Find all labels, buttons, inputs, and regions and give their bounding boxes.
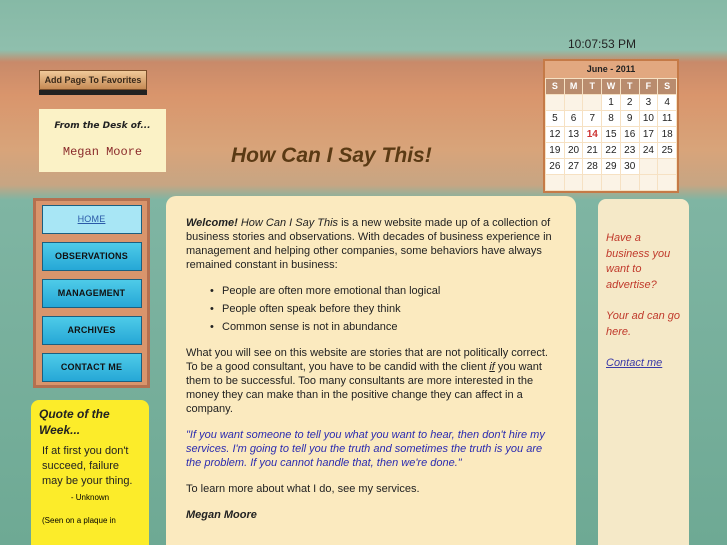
- calendar-date[interactable]: 27: [565, 159, 583, 174]
- calendar-date: [583, 175, 601, 190]
- quote-title: Quote of the Week...: [39, 407, 110, 437]
- ad-box: [598, 199, 689, 545]
- calendar-title: June - 2011: [545, 61, 677, 78]
- list-item: • Common sense is not in abundance: [210, 320, 556, 334]
- calendar-date[interactable]: 19: [546, 143, 564, 158]
- quote-body: If at first you don't succeed, failure may be your thing.: [42, 445, 133, 487]
- calendar-date[interactable]: 17: [640, 127, 658, 142]
- calendar-date[interactable]: 21: [583, 143, 601, 158]
- calendar-date[interactable]: 30: [621, 159, 639, 174]
- calendar-day-header: W: [602, 79, 620, 94]
- calendar-date: [546, 95, 564, 110]
- calendar-date[interactable]: 22: [602, 143, 620, 158]
- calendar-date: [565, 175, 583, 190]
- calendar-date[interactable]: 18: [658, 127, 676, 142]
- ad-contact-link[interactable]: Contact me: [606, 357, 663, 369]
- calendar-date[interactable]: 2: [621, 95, 639, 110]
- calendar-date[interactable]: 12: [546, 127, 564, 142]
- nav-contact[interactable]: CONTACT ME: [42, 353, 142, 382]
- calendar-date: [658, 175, 676, 190]
- welcome-paragraph: [186, 216, 556, 272]
- calendar-day-header: S: [658, 79, 676, 94]
- main-content: [166, 196, 576, 545]
- calendar-date: [658, 159, 676, 174]
- para2-if: if: [489, 361, 495, 373]
- calendar-date[interactable]: 1: [602, 95, 620, 110]
- learn-more: To learn more about what I do, see my services.: [186, 483, 420, 495]
- calendar-date: [640, 159, 658, 174]
- welcome-rest: is a new website made up of a collection of business stories and observations. With decades of business experience in management and helping other companies, some behaviors have always remained constant in business:: [186, 217, 552, 271]
- para2-b: you want them to be successful. Too many consultants are more interested in the money they can make than in the positive change they can affect in a company.: [186, 361, 542, 415]
- desk-card: [39, 109, 166, 172]
- list-item: • People are often more emotional than logical: [210, 284, 556, 298]
- quote-source: (Seen on a plaque in: [42, 516, 116, 525]
- calendar-date[interactable]: 9: [621, 111, 639, 126]
- calendar-date: [621, 175, 639, 190]
- nav-menu: [33, 198, 150, 388]
- para2-a: What you will see on this website are stories that are not politically correct. To be a good consultant, you have to be candid with the client: [186, 347, 548, 373]
- calendar-date: [640, 175, 658, 190]
- nav-archives[interactable]: ARCHIVES: [42, 316, 142, 345]
- calendar-date: [565, 95, 583, 110]
- calendar-date[interactable]: 20: [565, 143, 583, 158]
- quote-box: [31, 400, 149, 545]
- calendar-date[interactable]: 25: [658, 143, 676, 158]
- calendar-date[interactable]: 24: [640, 143, 658, 158]
- calendar-date[interactable]: 8: [602, 111, 620, 126]
- calendar-date[interactable]: 28: [583, 159, 601, 174]
- ad-line2: Your ad can go here.: [606, 310, 681, 338]
- calendar-date[interactable]: 16: [621, 127, 639, 142]
- nav-observations[interactable]: OBSERVATIONS: [42, 242, 142, 271]
- nav-management[interactable]: MANAGEMENT: [42, 279, 142, 308]
- welcome-lead: Welcome!: [186, 217, 238, 229]
- quote-author: - Unknown: [70, 493, 110, 502]
- calendar-grid: [545, 78, 677, 191]
- paragraph-2: [186, 346, 556, 416]
- calendar-date: [602, 175, 620, 190]
- site-title: How Can I Say This!: [231, 144, 432, 167]
- calendar-date: [583, 95, 601, 110]
- calendar-date[interactable]: 13: [565, 127, 583, 142]
- calendar-date[interactable]: 14: [583, 127, 601, 142]
- bullet-list: [210, 284, 556, 334]
- calendar-day-header: S: [546, 79, 564, 94]
- calendar-date[interactable]: 10: [640, 111, 658, 126]
- add-to-favorites-button[interactable]: Add Page To Favorites: [39, 70, 147, 90]
- calendar-date[interactable]: 11: [658, 111, 676, 126]
- calendar-date[interactable]: 7: [583, 111, 601, 126]
- clock: 10:07:53 PM: [568, 37, 637, 51]
- calendar-date[interactable]: 29: [602, 159, 620, 174]
- calendar-date: [546, 175, 564, 190]
- calendar-date[interactable]: 15: [602, 127, 620, 142]
- quote-paragraph: "If you want someone to tell you what you want to hear, then don't hire my services. I'm going to tell you the truth and sometimes the truth is you are the problem. If you cannot handle that, then we're done.": [186, 429, 545, 469]
- calendar-date[interactable]: 5: [546, 111, 564, 126]
- signature: Megan Moore: [186, 509, 257, 521]
- calendar-day-header: M: [565, 79, 583, 94]
- nav-home[interactable]: HOME: [42, 205, 142, 234]
- calendar-date[interactable]: 6: [565, 111, 583, 126]
- calendar: [543, 59, 679, 193]
- calendar-date[interactable]: 23: [621, 143, 639, 158]
- calendar-date[interactable]: 4: [658, 95, 676, 110]
- welcome-name: How Can I Say This: [240, 217, 339, 229]
- calendar-date[interactable]: 26: [546, 159, 564, 174]
- calendar-day-header: T: [583, 79, 601, 94]
- list-item: • People often speak before they think: [210, 302, 556, 316]
- desk-from: From the Desk of...: [54, 121, 151, 131]
- calendar-date[interactable]: 3: [640, 95, 658, 110]
- ad-line1: Have a business you want to advertise?: [606, 232, 671, 291]
- calendar-day-header: T: [621, 79, 639, 94]
- divider: [39, 93, 147, 95]
- desk-name: Megan Moore: [62, 145, 143, 159]
- calendar-day-header: F: [640, 79, 658, 94]
